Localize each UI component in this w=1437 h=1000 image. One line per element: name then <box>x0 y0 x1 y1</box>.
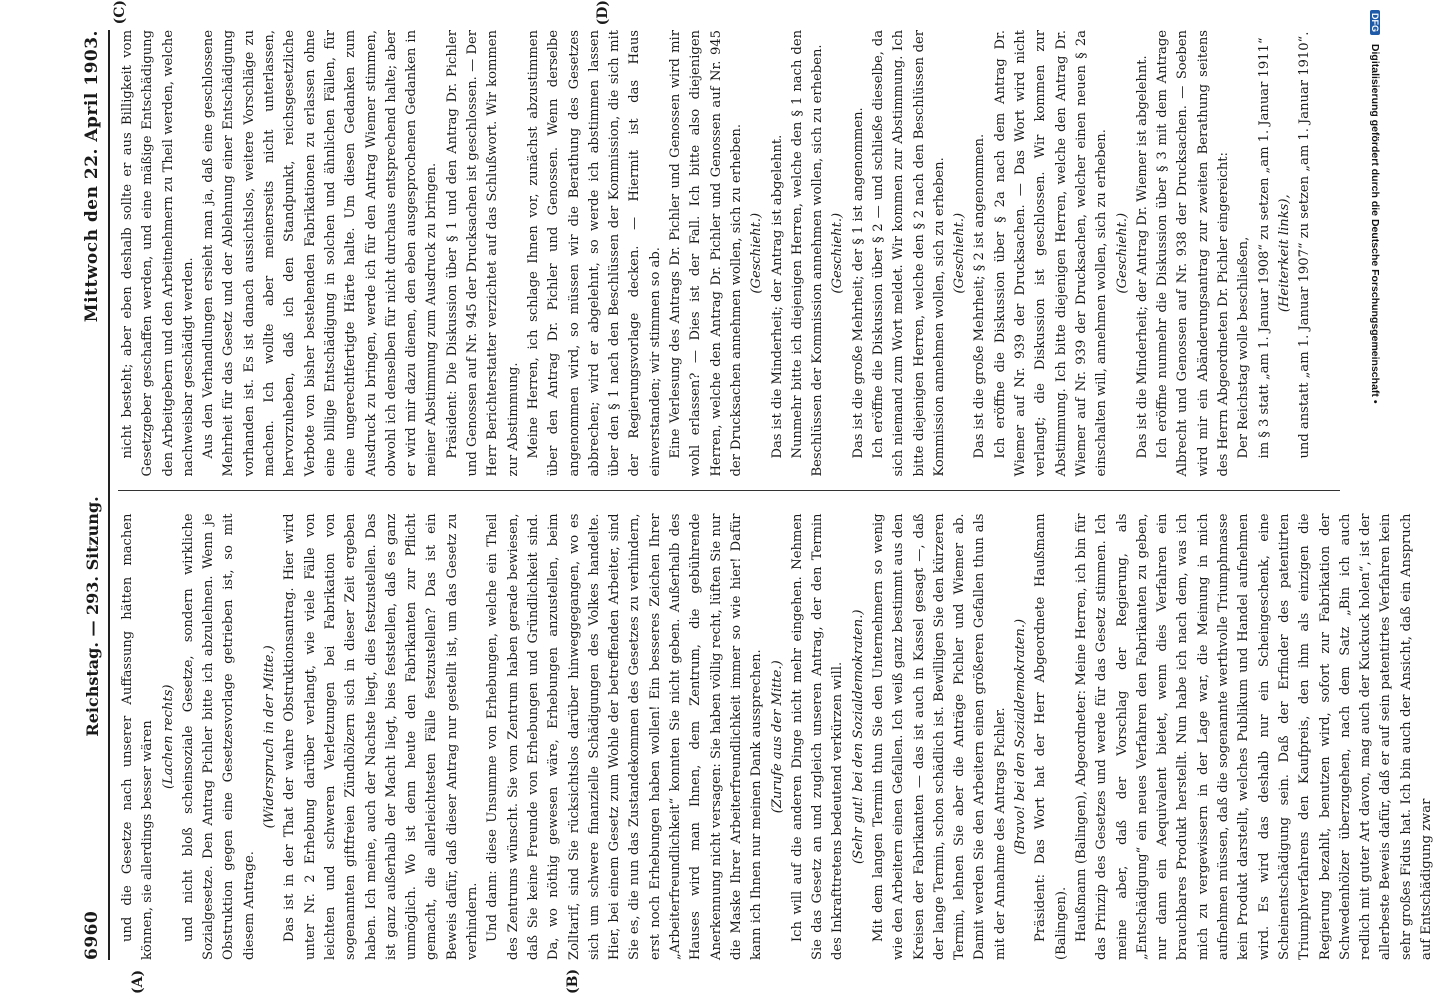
paragraph: (Bravo! bei den Sozialdemokraten.) <box>1013 618 1029 855</box>
paragraph: Das ist die große Mehrheit; § 2 ist angenommen. <box>972 133 988 459</box>
session-title: Reichstag. — 293. Sitzung. <box>83 496 102 737</box>
page-header <box>72 30 110 960</box>
margin-mark-a: (A) <box>130 969 146 994</box>
paragraph: Das ist in der That der wahre Obstruktionsantrag. Hier wird unter Nr. 2 Erhebung darüber verlangt, wie viele Fälle von leichten und schweren Verletzungen bei Fabrikation von sogenannten giftfreien Zündhölzern sich in dieser Zeit ergeben haben. Ich meine, auch der Nachste liegt, dies festzustellen. Das ist ganz außerhalb der Macht liegt, bies feststellen, daß es ganz unmöglich. Wo ist denn heute den Fabrikanten zur Pflicht gemacht, die allerleichtesten Fälle festzustellen? Das ist ein Beweis dafür, daß dieser Antrag nur gestellt ist, um das Gesetz zu verhindern. <box>282 513 481 960</box>
paragraph: und nicht bloß scheinsoziale Gesetze, sondern wirkliche Sozialgesetze. Den Antrag Pichler bitte ich abzulehnen. Wenn je Obstruktion gegen eine Gesetzesvorlage getrieben ist, so mit diesem Antrage. <box>180 513 257 960</box>
session-date: Mittwoch den 22. April 1903. <box>82 30 102 323</box>
paragraph: Präsident: Die Diskussion über § 1 und den Antrag Dr. Pichler und Genossen auf Nr. 945 der Drucksachen ist geschlossen. — Der Herr Berichterstatter verzichtet auf das Schlußwort. Wir kommen zur Abstimmung. <box>444 30 521 477</box>
paragraph: Der Reichstag wolle beschließen, <box>1236 236 1252 459</box>
paragraph: Mit dem langen Termin thun Sie den Unternehmern so wenig wie den Arbeitern einen Gefallen. Ich weiß ganz bestimmt aus den Kreisen der Fabrikanten — das ist auch in Kassel gesagt —, daß der lange Termin, schon schädlich ist. Bewilligen Sie den kürzeren Termin, lehnen Sie aber die Anträge Pichler und Wiemer ab. Damit werden Sie den Arbeitern einen größeren Gefallen thun als mit der Annahme des Antrags Pichler. <box>870 513 1008 960</box>
paragraph: (Geschieht.) <box>749 212 765 294</box>
paragraph: (Heiterkeit links), <box>1276 194 1292 313</box>
paragraph: Ich eröffne die Diskussion über § 2a nach dem Antrag Dr. Wiemer auf Nr. 939 der Drucksachen. — Das Wort wird nicht verlangt; die Diskussion ist geschlossen. Wir kommen zur Abstimmung. Ich bitte diejenigen Herren, welche den Antrag Dr. Wiemer auf Nr. 939 der Drucksachen, welcher einen neuen § 2a einschalten will, annehmen wollen, sich zu erheben. <box>992 30 1110 477</box>
right-column <box>118 30 1340 492</box>
margin-mark-d: (D) <box>595 0 611 26</box>
paragraph: Das ist die große Mehrheit; der § 1 ist angenommen. <box>850 107 866 459</box>
paragraph: Haußmann (Balingen), Abgeordneter: Meine Herren, ich bin für das Prinzip des Gesetzes und werde für das Gesetz stimmen. Ich meine aber, daß der Vorschlag der Regierung, als „Entschädigung“ ein neues Verfahren den Fabrikanten zu geben, nur dann ein Aequivalent bietet, wenn dies Verfahren ein brauchbares Produkt herstellt. Nun habe ich nach dem, was ich mich zu vergewissern in der Lage war, die Meinung in mich aufnehmen müssen, daß die sogenannte werthvolle Triumphmasse kein Produkt darstellt, welches Publikum und Handel aufnehmen wird. Es wird das deshalb nur ein Scheingeschenk, eine Scheinentschädigung sein. Daß der Erfinder des patentirten Triumphverfahrens den Kaufpreis, den ihm als einzigen die Regierung bezahlt, benutzen wird, sofort zur Fabrikation der Schwedenhölzer überzugehen, nach dem Satz „Bin ich auch redlich mit guter Art davon, mag auch der Kuckuck holen“, ist der allerbeste Beweis dafür, daß er auf sein patentirtes Verfahren kein sehr großes Fidus hat. Ich bin auch der Ansicht, daß ein Anspruch auf Entschädigung zwar <box>1073 513 1434 960</box>
paragraph: im § 3 statt „am 1. Januar 1908“ zu setzen „am 1. Januar 1911“ <box>1256 37 1272 459</box>
paragraph: und anstatt „am 1. Januar 1907“ zu setzen „am 1. Januar 1910“. <box>1297 31 1313 459</box>
paragraph: Ich eröffne nunmehr die Diskussion über § 3 mit dem Antrage Albrecht und Genossen auf Nr. 938 der Drucksachen. — Soeben wird mir ein Abänderungsantrag zur zweiten Berathung seitens des Herrn Abgeordneten Dr. Pichler eingereicht: <box>1155 30 1232 477</box>
paragraph: (Geschieht.) <box>830 212 846 294</box>
margin-mark-b: (B) <box>565 968 581 994</box>
paragraph: Das ist die Minderheit; der Antrag ist abgelehnt. <box>769 134 785 459</box>
paragraph: Aus den Verhandlungen ersieht man ja, daß eine geschlossene Mehrheit für das Gesetz und der Ablehnung einer Entschädigung vorhanden ist. Es ist danach aussichtslos, weitere Vorschläge zu machen. Ich wollte aber meinerseits nicht unterlassen, hervorzuheben, daß ich den Standpunkt, reichsgesetzliche Verbote von bisher bestehenden Fabrikationen zu erlassen ohne eine billige Entschädigung in solchen und ähnlichen Fällen, für eine ungerechtfertigte Härte halte. Um diesen Gedanken zum Ausdruck zu bringen, werde ich für den Antrag Wiemer stimmen, obwohl ich denselben für nicht durchaus entsprechend halte; aber er wird mir dazu dienen, den eben ausgesprochenen Gedanken in meiner Abstimmung zum Ausdruck zu bringen. <box>201 30 440 477</box>
paragraph: (Geschieht.) <box>1114 212 1130 294</box>
paragraph: (Zurufe aus der Mitte.) <box>769 660 785 814</box>
paragraph: (Lachen rechts) <box>160 684 176 790</box>
paragraph: Das ist die Minderheit; der Antrag Dr. Wiemer ist abgelehnt. <box>1134 55 1150 459</box>
paragraph: Nunmehr bitte ich diejenigen Herren, welche den § 1 nach den Beschlüssen der Kommission annehmen wollen, sich zu erheben. <box>789 30 826 477</box>
paragraph: Eine Verlesung des Antrags Dr. Pichler und Genossen wird mir wohl erlassen? — Dies ist der Fall. Ich bitte also diejenigen Herren, welche den Antrag Dr. Pichler und Genossen auf Nr. 945 der Drucksachen annehmen wollen, sich zu erheben. <box>668 30 744 477</box>
paragraph: und die Gesetze nach unserer Auffassung hätten machen können, sie allerdings besser wären <box>120 513 156 960</box>
side-credit <box>1363 0 1383 1000</box>
paragraph: (Sehr gut! bei den Sozialdemokraten.) <box>850 609 866 864</box>
left-column <box>118 513 1434 961</box>
paragraph: Präsident: Das Wort hat der Herr Abgeordnete Haußmann (Balingen). <box>1033 513 1069 960</box>
paragraph: (Widerspruch in der Mitte.) <box>262 645 278 829</box>
paragraph: (Geschieht.) <box>952 212 968 294</box>
dfg-credit-text: Digitalisierung gefördert durch die Deutsche Forschungsgemeinschaft • <box>1369 43 1381 404</box>
paragraph: Und dann: diese Unsumme von Erhebungen, welche ein Theil des Zentrums wünscht. Sie vom Zentrum haben gerade bewiesen, daß Sie keine Freunde von Erhebungen und Gründlichkeit sind. Da, wo nöthig gewesen wäre, Erhebungen anzustellen, beim Zolltarif, sind Sie rücksichtslos darüber hinweggegangen, wo es sich um schwere finanzielle Schädigungen des Volkes handelte. Hier, bei einem Gesetz zum Wohle der betreffenden Arbeiter, sind Sie es, die nun das Zustandekommen des Gesetzes zu verhindern, erst noch Erhebungen haben wollen! Ein besseres Zeichen Ihrer „Arbeiterfreundlichkeit“ konnten Sie nicht geben. Außerhalb des Hauses wird man Ihnen, dem Zentrum, die gebührende Anerkennung nicht versagen: Sie haben völlig recht, lüften Sie nur die Maske Ihrer Arbeiterfreundlichkeit immer so wie hier! Dafür kann ich Ihnen nur meinen Dank aussprechen. <box>485 513 765 960</box>
page-number: 6960 <box>82 910 102 960</box>
paragraph: Meine Herren, ich schlage Ihnen vor, zunächst abzustimmen über den Antrag Dr. Pichler und Genossen. Wenn derselbe angenommen wird, so müssen wir die Berathung des Gesetzes abbrechen; wird er abgelehnt, so werde ich abstimmen lassen über den § 1 nach den Beschlüssen der Kommission, die sich mit der Regierungsvorlage decken. — Hiermit ist das Haus einverstanden; wir stimmen so ab. <box>525 30 663 477</box>
paragraph: Ich eröffne die Diskussion über § 2 — und schließe dieselbe, da sich niemand zum Wort meldet. Wir kommen zur Abstimmung. Ich bitte diejenigen Herren, welche den § 2 nach den Beschlüssen der Kommission annehmen wollen, sich zu erheben. <box>870 30 947 477</box>
margin-mark-c: (C) <box>112 0 128 25</box>
paragraph: nicht besteht; aber eben deshalb sollte er aus Billigkeit vom Gesetzgeber geschaffen werden, und eine mäßige Entschädigung den Arbeitgebern und den Arbeitnehmern zu Theil werden, welche nachweisbar geschädigt werden. <box>120 30 196 477</box>
paragraph: Ich will auf die anderen Dinge nicht mehr eingehen. Nehmen Sie das Gesetz an und zugleich unseren Antrag, der den Termin des Inkrafttretens bedeutend verkürzen will. <box>789 513 846 960</box>
dfg-logo: DFG <box>1370 10 1380 35</box>
